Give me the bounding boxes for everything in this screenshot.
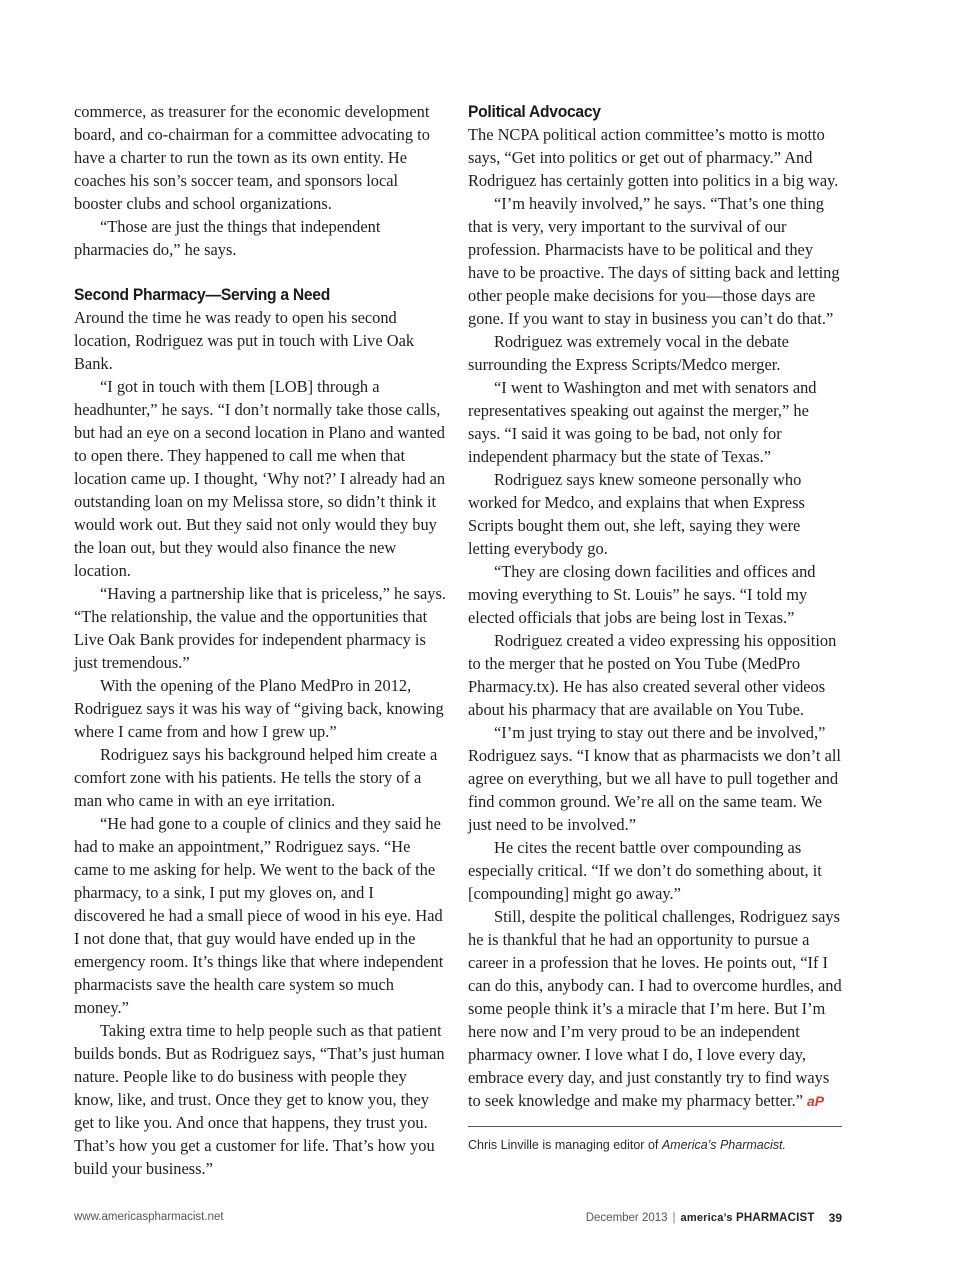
- paragraph: Rodriguez created a video expressing his opposition to the merger that he posted on You Tube (MedPro Pharmacy.tx). He has also created several other videos about his pharmacy that are available on You Tube.: [468, 631, 837, 719]
- section-heading: Second Pharmacy—Serving a Need: [74, 285, 330, 304]
- paragraph: “I’m just trying to stay out there and be involved,” Rodriguez says. “I know that as pharmacists we don’t all agree on everything, but we all have to pull together and find common ground. We’re all on the same team. We just need to be involved.”: [468, 723, 841, 834]
- left-column: [74, 100, 448, 1180]
- author-credit: [468, 1138, 786, 1152]
- paragraph: Rodriguez says his background helped him create a comfort zone with his patients. He tells the story of a man who came in with an eye irritation.: [74, 745, 438, 810]
- paragraph: “Having a partnership like that is priceless,” he says. “The relationship, the value and the opportunities that Live Oak Bank provides for independent pharmacy is just tremendous.”: [74, 584, 446, 672]
- paragraph: Taking extra time to help people such as that patient builds bonds. But as Rodriguez says, “That’s just human nature. People like to do business with people they know, like, and trust. Once they get to know you, they get to like you. And once that happens, they trust you. That’s how you get a customer for life. That’s how you build your business.”: [74, 1021, 445, 1178]
- footer-separator: |: [672, 1212, 676, 1224]
- paragraph: The NCPA political action committee’s motto is motto says, “Get into politics or get out of pharmacy.” And Rodriguez has certainly gotten into politics in a big way.: [468, 125, 839, 190]
- paragraph: “They are closing down facilities and offices and moving everything to St. Louis” he says. “I told my elected officials that jobs are being lost in Texas.”: [468, 562, 816, 627]
- footer-url: www.americaspharmacist.net: [74, 1211, 224, 1223]
- paragraph: “He had gone to a couple of clinics and they said he had to make an appointment,” Rodriguez says. “He came to me asking for help. We went to the back of the pharmacy, to a sink, I put my gloves on, and I discovered he had a small piece of wood in his eye. Had I not done that, that guy would have ended up in the emergency room. It’s things like that where independent pharmacists save the health care system so much money.”: [74, 814, 444, 1017]
- issue-date: December 2013: [585, 1212, 668, 1224]
- paragraph-text: Still, despite the political challenges, Rodriguez says he is thankful that he had an opportunity to pursue a career in a profession that he loves. He points out, “If I can do this, anybody can. I had to overcome hurdles, and some people think it’s a miracle that I’m here. But I’m here now and I’m very proud to be an independent pharmacy owner. I love what I do, I love every day, embrace every day, and just constantly try to find ways to seek knowledge and make my pharmacy better.”: [468, 907, 842, 1110]
- credit-divider: [468, 1126, 842, 1127]
- paragraph: “I went to Washington and met with senators and representatives speaking out against the merger,” he says. “I said it was going to be bad, not only for independent pharmacy but the state of Texas.”: [468, 378, 817, 466]
- paragraph: Rodriguez was extremely vocal in the debate surrounding the Express Scripts/Medco merger.: [468, 332, 789, 374]
- credit-text: Chris Linville is managing editor of: [468, 1138, 662, 1152]
- paragraph: With the opening of the Plano MedPro in 2012, Rodriguez says it was his way of “giving back, knowing where I came from and how I grew up.”: [74, 676, 444, 741]
- brand-logo: [681, 1212, 815, 1224]
- footer-info: [586, 1211, 842, 1225]
- brand-main: PHARMACIST: [735, 1212, 815, 1224]
- paragraph: “Those are just the things that independent pharmacies do,” he says.: [74, 217, 381, 259]
- publication-name: America’s Pharmacist.: [661, 1138, 786, 1152]
- paragraph: Rodriguez says knew someone personally who worked for Medco, and explains that when Express Scripts bought them out, she left, saying they were letting everybody go.: [468, 470, 805, 558]
- end-mark-logo: aP: [806, 1093, 825, 1109]
- paragraph-last: [468, 905, 842, 1113]
- paragraph: “I’m heavily involved,” he says. “That’s one thing that is very, very important to the survival of our profession. Pharmacists have to be political and they have to be proactive. The days of sitting back and letting other people make decisions for you—those days are gone. If you want to stay in business you can’t do that.”: [468, 194, 840, 328]
- section-heading: Political Advocacy: [468, 102, 601, 121]
- paragraph: He cites the recent battle over compounding as especially critical. “If we don’t do something about, it [compounding] might go away.”: [468, 838, 822, 903]
- paragraph: Around the time he was ready to open his second location, Rodriguez was put in touch with Live Oak Bank.: [74, 308, 415, 373]
- paragraph: commerce, as treasurer for the economic development board, and co-chairman for a committee advocating to have a charter to run the town as its own entity. He coaches his son’s soccer team, and sponsors local booster clubs and school organizations.: [74, 102, 430, 213]
- paragraph: “I got in touch with them [LOB] through a headhunter,” he says. “I don’t normally take those calls, but had an eye on a second location in Plano and wanted to open there. They happened to call me when that location came up. I thought, ‘Why not?’ I already had an outstanding loan on my Melissa store, so didn’t think it would work out. But they said not only would they buy the loan out, but they would also finance the new location.: [74, 377, 446, 580]
- brand-prefix: america’s: [680, 1212, 733, 1224]
- page-number: 39: [828, 1211, 842, 1225]
- right-column: [468, 100, 842, 1113]
